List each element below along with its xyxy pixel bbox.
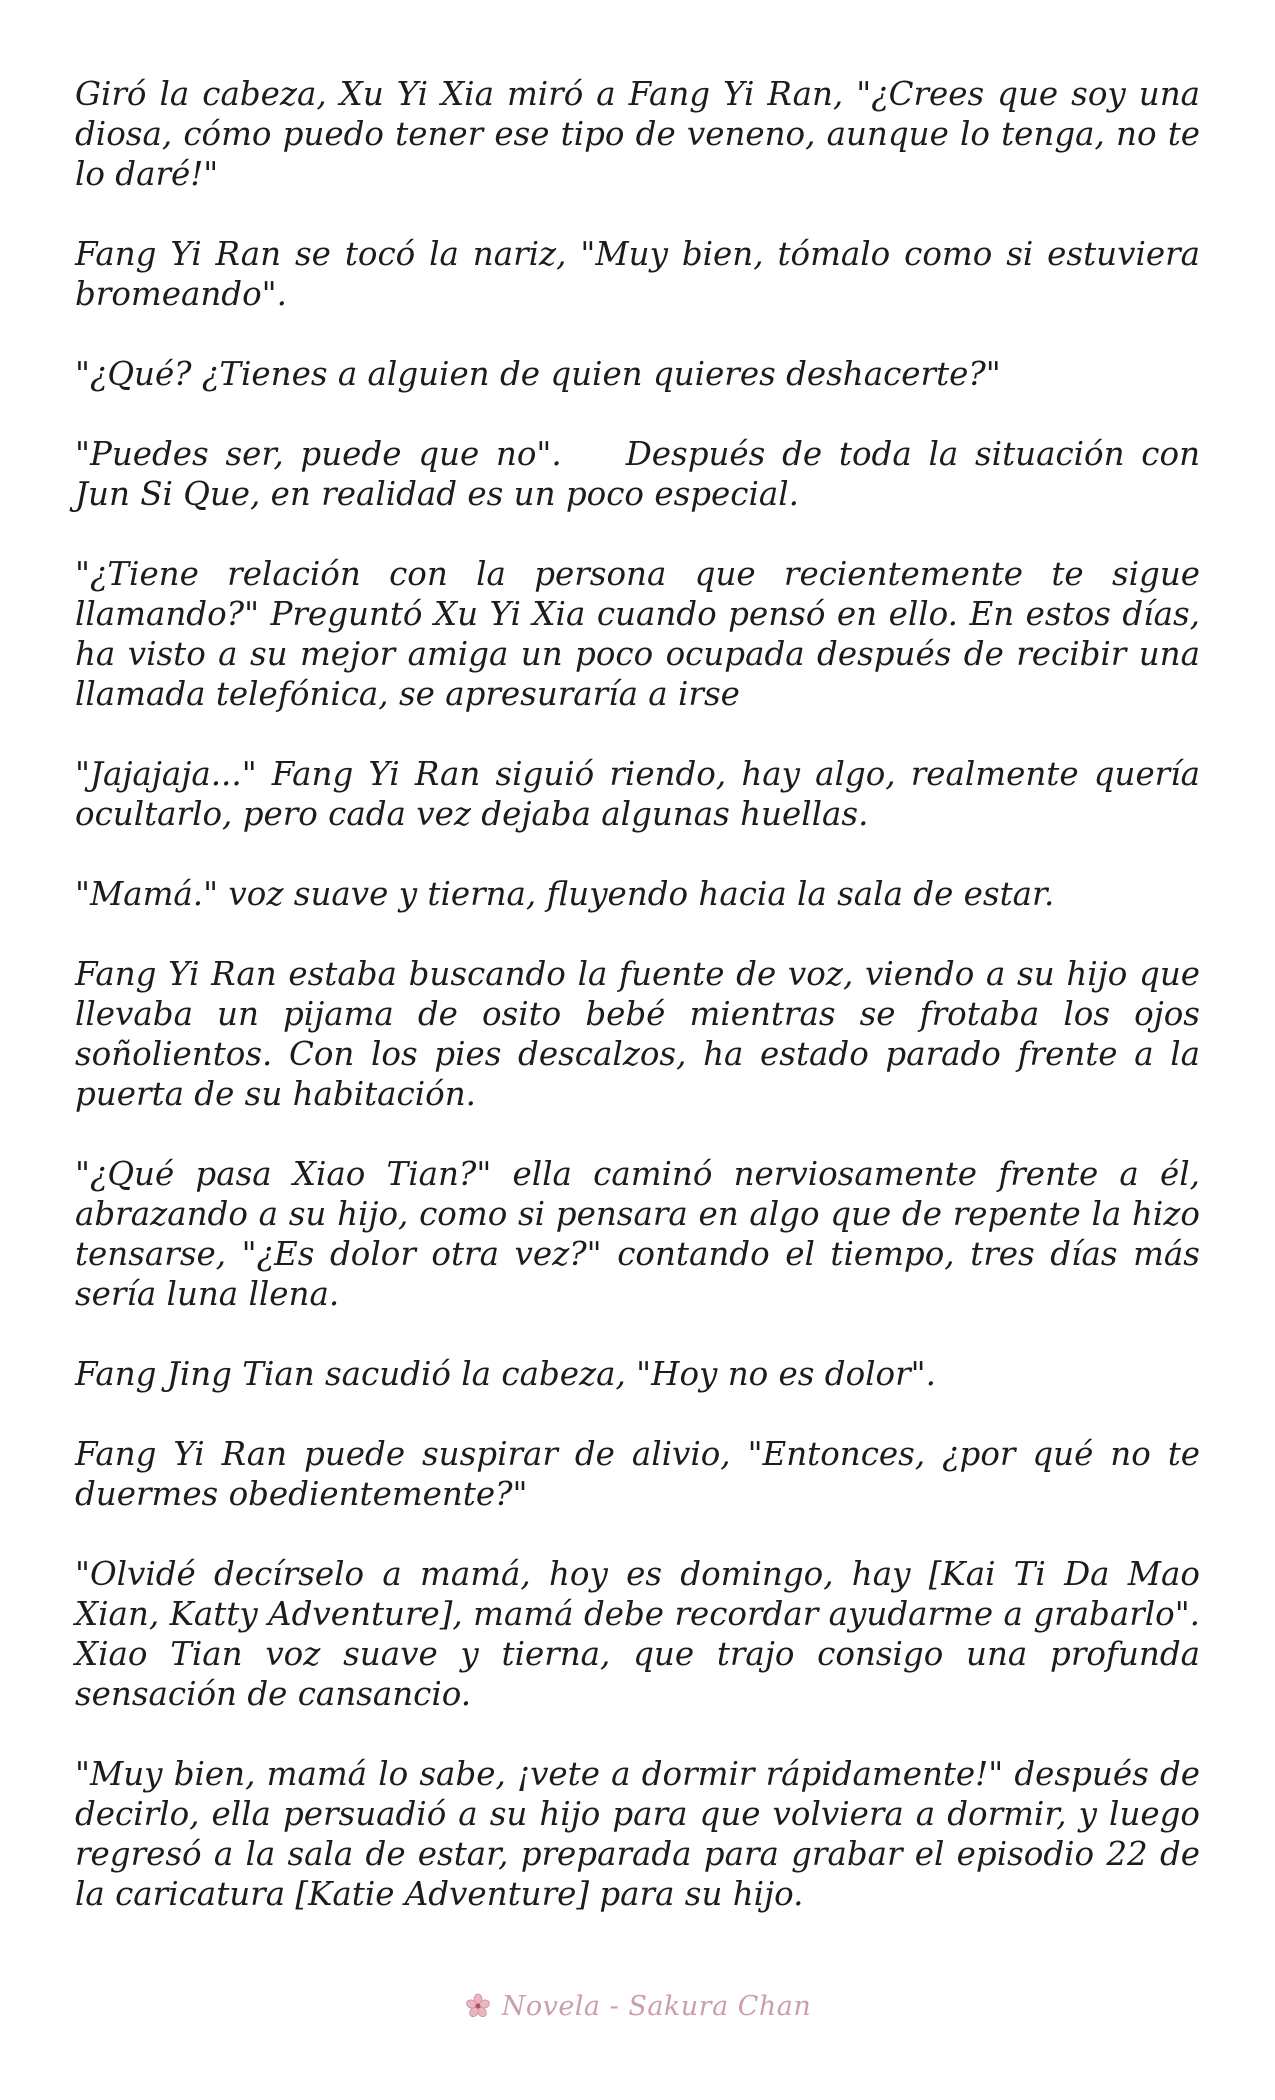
paragraph-part: Después de toda la situación con bbox=[625, 435, 1201, 473]
watermark-text: Novela - Sakura Chan bbox=[501, 1990, 812, 2022]
paragraph bbox=[75, 434, 1200, 514]
paragraph: Fang Jing Tian sacudió la cabeza, "Hoy no es dolor". bbox=[75, 1355, 936, 1393]
paragraph: "Muy bien, mamá lo sabe, ¡vete a dormir rápidamente!" después de decirlo, ella persuadió a su hijo para que volviera a dormir, y luego regresó a la sala de estar, preparada para grabar el episodio 22 de la caricatura [Katie Adventure] para su hijo. bbox=[75, 1755, 1200, 1913]
watermark bbox=[0, 1986, 1275, 2026]
paragraph: "¿Qué? ¿Tienes a alguien de quien quieres deshacerte?" bbox=[75, 355, 1001, 393]
paragraph: Fang Yi Ran se tocó la nariz, "Muy bien, tómalo como si estuviera bromeando". bbox=[75, 235, 1200, 313]
paragraph: "¿Qué pasa Xiao Tian?" ella caminó nerviosamente frente a él, abrazando a su hijo, como si pensara en algo que de repente la hizo tensarse, "¿Es dolor otra vez?" contando el tiempo, tres días más sería luna llena. bbox=[75, 1155, 1200, 1313]
paragraph-part: "Puedes ser, puede que no". bbox=[75, 435, 562, 473]
paragraph: Fang Yi Ran puede suspirar de alivio, "Entonces, ¿por qué no te duermes obedientemente?" bbox=[75, 1435, 1200, 1513]
paragraph: "Olvidé decírselo a mamá, hoy es domingo, hay [Kai Ti Da Mao Xian, Katty Adventure], mamá debe recordar ayudarme a grabarlo". Xiao Tian voz suave y tierna, que trajo consigo una profunda sensación de cansancio. bbox=[75, 1555, 1200, 1713]
paragraph: "Jajajaja..." Fang Yi Ran siguió riendo, hay algo, realmente quería ocultarlo, pero cada vez dejaba algunas huellas. bbox=[75, 755, 1200, 833]
paragraph: "Mamá." voz suave y tierna, fluyendo hacia la sala de estar. bbox=[75, 875, 1055, 913]
paragraph: Fang Yi Ran estaba buscando la fuente de voz, viendo a su hijo que llevaba un pijama de osito bebé mientras se frotaba los ojos soñolientos. Con los pies descalzos, ha estado parado frente a la puerta de su habitación. bbox=[75, 955, 1200, 1113]
story-text bbox=[75, 74, 1200, 1954]
paragraph: Giró la cabeza, Xu Yi Xia miró a Fang Yi Ran, "¿Crees que soy una diosa, cómo puedo tener ese tipo de veneno, aunque lo tenga, no te lo daré!" bbox=[75, 75, 1200, 193]
paragraph-part: Jun Si Que, en realidad es un poco especial. bbox=[75, 475, 799, 513]
paragraph: "¿Tiene relación con la persona que recientemente te sigue llamando?" Preguntó Xu Yi Xia cuando pensó en ello. En estos días, ha visto a su mejor amiga un poco ocupada después de recibir una llamada telefónica, se apresuraría a irse bbox=[75, 555, 1200, 713]
cherry-blossom-icon bbox=[464, 1992, 492, 2020]
